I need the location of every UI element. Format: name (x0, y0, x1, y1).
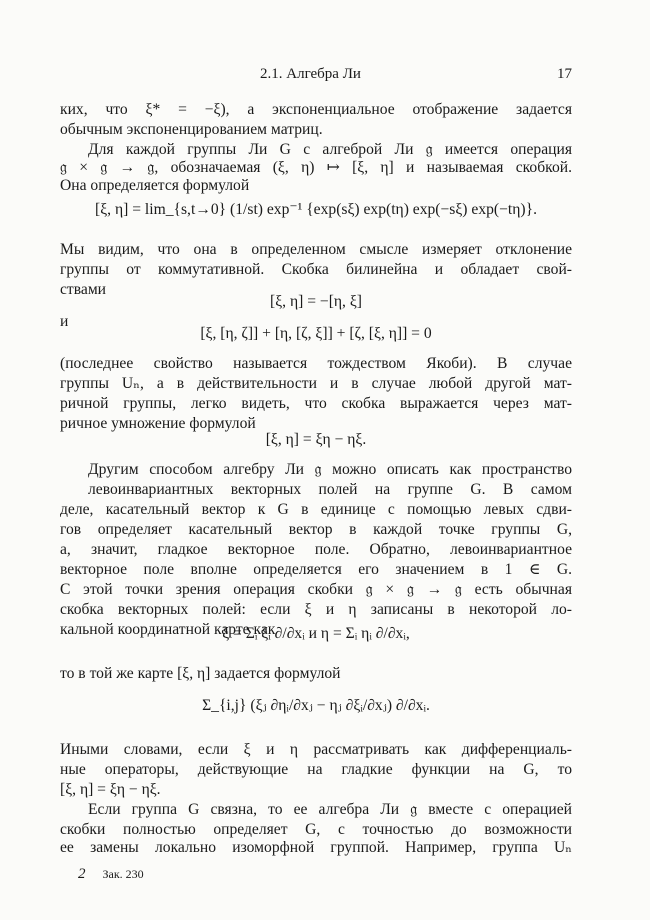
text-line: векторное поле вполне определяется его значением в 1 ∈ G. (60, 561, 572, 578)
text-line: группы от коммутативной. Скобка билинейна и обладает свой- (60, 261, 572, 278)
text-line: кальной координатной карте как (60, 621, 276, 638)
text-line: гов определяет касательный вектор в каждой точке группы G, (60, 521, 572, 538)
text-line: ричной группы, легко видеть, что скобка выражается через мат- (60, 395, 572, 412)
page-number: 17 (557, 66, 572, 82)
formula-text: [ξ, [η, ζ]] + [η, [ζ, ξ]] + [ζ, [ξ, η]] = 0 (200, 325, 432, 342)
text-line: скобки полностью определяет G, с точностью до возможности (60, 821, 572, 838)
printer-signature (78, 866, 144, 883)
formula-text: [ξ, η] = −[η, ξ] (270, 293, 362, 310)
text-line: Мы видим, что она в определенном смысле измеряет отклонение (60, 241, 572, 258)
text-line: ее замены локально изоморфной группой. Например, группа Uₙ (60, 839, 572, 856)
text-line: обычным экспоненцированием матриц. (60, 121, 323, 138)
order-number: Зак. 230 (102, 867, 144, 881)
formula-text: ξ = Σᵢ ξᵢ ∂/∂xᵢ и η = Σᵢ ηᵢ ∂/∂xᵢ, (222, 625, 410, 642)
text-line: деле, касательный вектор к G в единице с помощью левых сдви- (60, 501, 572, 518)
text-line: Для каждой группы Ли G с алгеброй Ли 𝔤 имеется операция (88, 141, 572, 158)
running-header (60, 66, 572, 88)
text-line: ричное умножение формулой (60, 415, 256, 432)
text-line: ких, что ξ* = −ξ), а экспоненциальное отображение задается (60, 101, 572, 118)
text-line: скобка векторных полей: если ξ и η записаны в некоторой ло- (60, 601, 572, 618)
text-line: ные операторы, действующие на гладкие функции на G, то (60, 761, 572, 778)
formula-antisymmetry (60, 292, 572, 312)
text-line: группы Uₙ, а в действительности и в случае любой другой мат- (60, 375, 572, 392)
section-title: 2.1. Алгебра Ли (260, 66, 361, 82)
text-line: С этой точки зрения операция скобки 𝔤 × 𝔤 → 𝔤 есть обычная (60, 581, 572, 598)
text-line: Если группа G связна, то ее алгебра Ли 𝔤 вместе с операцией (88, 801, 572, 818)
text-line: а, значит, гладкое векторное поле. Обратно, левоинвариантное (60, 541, 572, 558)
text-line: Она определяется формулой (60, 177, 250, 194)
formula-vector-fields (60, 624, 572, 644)
formula-bracket-coordinates (60, 696, 572, 716)
formula-bracket-definition (60, 200, 572, 220)
formula-matrix-bracket (60, 430, 572, 450)
formula-jacobi (60, 324, 572, 344)
text-line: то в той же карте [ξ, η] задается формулой (60, 665, 341, 682)
text-line: (последнее свойство называется тождеством Якоби). В случае (60, 355, 572, 372)
formula-text: [ξ, η] = ξη − ηξ. (265, 431, 367, 448)
text-line: Иными словами, если ξ и η рассматривать как дифференциаль- (60, 741, 572, 758)
text-line: ствами (60, 281, 107, 298)
text-and: и (60, 313, 69, 330)
text-line: 𝔤 × 𝔤 → 𝔤, обозначаемая (ξ, η) ↦ [ξ, η] и называемая скобкой. (60, 159, 572, 176)
text-line: [ξ, η] = ξη − ηξ. (60, 781, 161, 798)
formula-text: Σ_{i,j} (ξⱼ ∂ηᵢ/∂xⱼ − ηⱼ ∂ξᵢ/∂xⱼ) ∂/∂xᵢ. (202, 697, 430, 714)
signature-number: 2 (78, 866, 86, 882)
formula-text: [ξ, η] = lim_{s,t→0} (1/st) exp⁻¹ {exp(sξ) exp(tη) exp(−sξ) exp(−tη)}. (95, 201, 537, 218)
text-line: Другим способом алгебру Ли 𝔤 можно описать как пространство левоинвариантных векторных полей на группе G. В самом (88, 461, 572, 498)
